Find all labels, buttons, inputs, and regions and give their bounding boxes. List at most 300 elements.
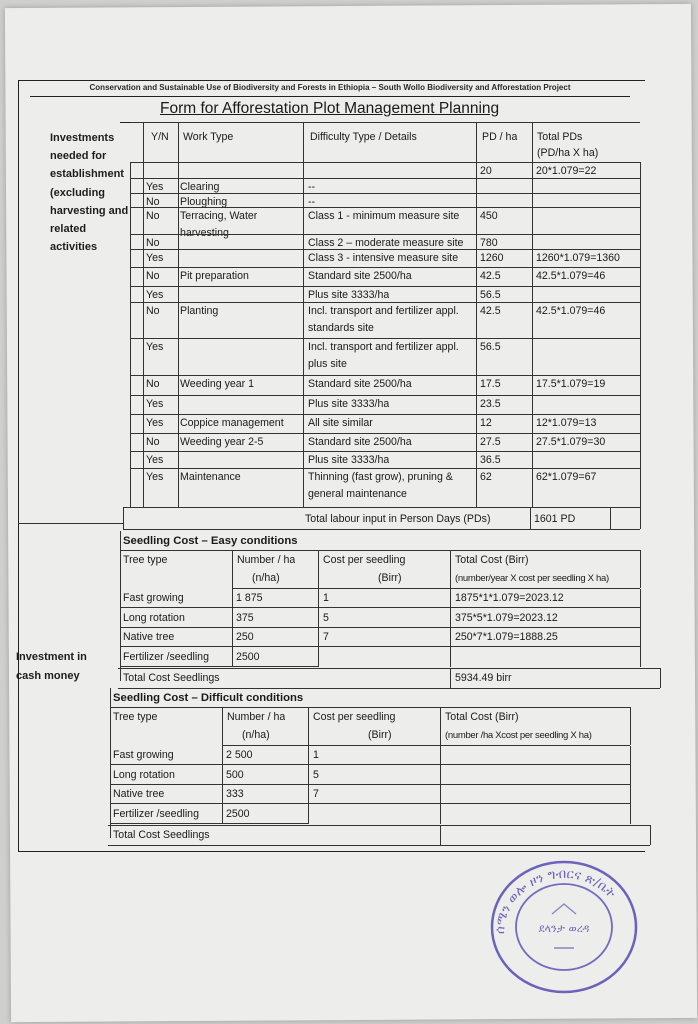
column-divider (143, 451, 144, 468)
column-divider (450, 609, 451, 629)
yn-cell: Yes (146, 341, 164, 353)
cash-money-label-line: Investment in (16, 651, 87, 663)
yn-cell: Yes (146, 181, 164, 193)
cost-header: (Birr) (368, 729, 392, 741)
tree-type-cell: Fast growing (113, 749, 174, 761)
column-divider (318, 628, 319, 648)
column-divider (532, 338, 533, 375)
column-divider (130, 302, 131, 338)
column-divider (303, 414, 304, 433)
column-divider (110, 688, 111, 838)
column-divider (130, 286, 131, 302)
column-divider (532, 395, 533, 414)
number-cell: 2500 (236, 650, 260, 663)
tree-type-cell: Native tree (113, 788, 165, 800)
pd-ha-cell: 42.5 (480, 270, 501, 282)
column-divider (143, 122, 144, 162)
yn-cell: Yes (146, 252, 164, 264)
column-divider (532, 468, 533, 507)
column-divider (143, 395, 144, 414)
cost-cell: 5 (313, 768, 319, 781)
difficulty-cell: standards site (308, 322, 374, 334)
yn-cell: Yes (146, 417, 164, 429)
column-divider (143, 468, 144, 507)
pd-ha-cell: 23.5 (480, 398, 501, 410)
column-divider (640, 648, 641, 668)
row-divider (130, 267, 640, 268)
column-divider (532, 414, 533, 433)
column-divider (440, 766, 441, 786)
total-pds-cell: 62*1.079=67 (536, 471, 597, 483)
column-divider (178, 338, 179, 375)
row-divider (110, 764, 630, 765)
column-divider (532, 207, 533, 234)
column-divider (143, 286, 144, 302)
pd-ha-cell: 36.5 (480, 454, 501, 466)
pd-ha-cell: 62 (480, 471, 492, 483)
column-divider (130, 451, 131, 468)
number-header: Number / ha (237, 554, 296, 566)
column-divider (640, 628, 641, 648)
work-type-cell: Terracing, Water (180, 210, 258, 222)
column-divider (530, 507, 531, 529)
row-divider (130, 249, 640, 250)
column-divider (303, 468, 304, 507)
work-type-header: Work Type (183, 131, 234, 143)
column-divider (532, 178, 533, 193)
yn-cell: Yes (146, 398, 164, 410)
pd-ha-cell: 56.5 (480, 289, 501, 301)
row-divider (110, 803, 630, 804)
column-divider (476, 207, 477, 234)
difficulty-cell: Incl. transport and fertilizer appl. (308, 305, 459, 317)
column-divider (130, 375, 131, 395)
difficulty-cell: general maintenance (308, 488, 407, 500)
row-divider (110, 707, 630, 708)
column-divider (178, 395, 179, 414)
row-divider (130, 193, 640, 194)
column-divider (303, 162, 304, 179)
column-divider (640, 451, 641, 468)
pd-ha-cell: 20 (480, 165, 492, 177)
column-divider (178, 234, 179, 249)
row-divider (130, 286, 640, 287)
number-cell: 2500 (226, 807, 250, 820)
yn-cell: No (146, 237, 160, 249)
total-cost-header: Total Cost (Birr) (455, 554, 529, 566)
total-pds-cell: 1260*1.079=1360 (536, 252, 620, 264)
column-divider (222, 766, 223, 786)
investments-label-line: needed for (50, 150, 107, 163)
column-divider (303, 375, 304, 395)
tree-type-cell: Fast growing (123, 592, 184, 604)
column-divider (178, 451, 179, 468)
tree-type-cell: Fertilizer /seedling (123, 650, 209, 663)
number-cell: 1 875 (236, 592, 263, 604)
investments-label-line: Investments (50, 132, 115, 144)
column-divider (476, 395, 477, 414)
column-divider (178, 375, 179, 395)
difficulty-header: Difficulty Type / Details (310, 131, 417, 143)
column-divider (303, 395, 304, 414)
row-divider (120, 627, 640, 628)
column-divider (308, 707, 309, 745)
cash-money-label-line: cash money (16, 670, 80, 682)
pd-ha-cell: 1260 (480, 252, 504, 264)
column-divider (640, 267, 641, 286)
row-divider (232, 588, 640, 589)
column-divider (130, 234, 131, 249)
yn-cell: No (146, 436, 160, 448)
cost-cell: 7 (323, 631, 329, 643)
pd-ha-cell: 450 (480, 210, 498, 222)
row-divider (120, 646, 640, 647)
column-divider (143, 234, 144, 249)
column-divider (143, 178, 144, 193)
row-divider (123, 507, 640, 508)
row-divider (123, 529, 640, 530)
column-divider (476, 162, 477, 179)
column-divider (640, 178, 641, 193)
tree-type-cell: Long rotation (123, 611, 185, 624)
row-divider (130, 122, 640, 123)
difficulty-cell: All site similar (308, 417, 373, 429)
column-divider (178, 178, 179, 193)
column-divider (532, 122, 533, 162)
column-divider (178, 162, 179, 179)
difficulty-cell: Class 2 – moderate measure site (308, 237, 464, 249)
column-divider (232, 550, 233, 588)
yn-cell: No (146, 305, 160, 317)
row-divider (110, 784, 630, 785)
row-divider (120, 550, 640, 551)
difficulty-cell: Thinning (fast grow), pruning & (308, 471, 453, 483)
total-cost-cell: 250*7*1.079=1888.25 (455, 631, 558, 643)
column-divider (143, 249, 144, 267)
column-divider (476, 267, 477, 286)
column-divider (303, 249, 304, 267)
column-divider (532, 249, 533, 267)
difficulty-cell: Plus site 3333/ha (308, 454, 390, 466)
pd-ha-cell: 27.5 (480, 436, 501, 448)
row-divider (130, 468, 640, 469)
column-divider (640, 162, 641, 179)
tree-type-header: Tree type (123, 554, 168, 566)
column-divider (630, 746, 631, 766)
column-divider (532, 193, 533, 207)
tree-type-cell: Native tree (123, 631, 175, 643)
column-divider (532, 286, 533, 302)
yn-cell: No (146, 210, 160, 222)
total-pds-cell: 42.5*1.079=46 (536, 270, 606, 282)
column-divider (660, 668, 661, 688)
column-divider (130, 178, 131, 193)
row-divider (108, 825, 650, 826)
column-divider (308, 805, 309, 825)
difficulty-cell: Standard site 2500/ha (308, 270, 412, 282)
row-divider (130, 302, 640, 303)
column-divider (640, 507, 641, 529)
total-cost-header: (number /ha Xcost per seedling X ha) (445, 730, 592, 741)
row-divider (130, 338, 640, 339)
column-divider (640, 609, 641, 629)
work-type-cell: harvesting (180, 227, 229, 239)
column-divider (450, 589, 451, 609)
column-divider (640, 589, 641, 609)
column-divider (232, 628, 233, 648)
column-divider (476, 302, 477, 338)
total-cost-cell: 1875*1*1.079=2023.12 (455, 592, 564, 604)
column-divider (178, 286, 179, 302)
total-pds-cell: 20*1.079=22 (536, 165, 597, 177)
column-divider (232, 648, 233, 668)
column-divider (640, 207, 641, 234)
column-divider (308, 785, 309, 805)
column-divider (178, 433, 179, 451)
column-divider (318, 589, 319, 609)
column-divider (640, 375, 641, 395)
total-cost-header: (number/year X cost per seedling X ha) (455, 573, 609, 584)
work-type-cell: Pit preparation (180, 270, 249, 282)
number-cell: 250 (236, 631, 254, 643)
row-divider (130, 375, 640, 376)
total-labour-value: 1601 PD (534, 513, 576, 525)
cost-cell: 1 (323, 592, 329, 604)
tree-type-cell: Long rotation (113, 768, 175, 781)
difficulty-cell: Standard site 2500/ha (308, 378, 412, 390)
difficulty-cell: Plus site 3333/ha (308, 398, 390, 410)
yn-cell: Yes (146, 289, 164, 301)
row-divider (130, 395, 640, 396)
yn-cell: Yes (146, 454, 164, 466)
investments-label-line: (excluding (50, 186, 106, 199)
column-divider (532, 162, 533, 179)
column-divider (640, 395, 641, 414)
column-divider (640, 468, 641, 507)
column-divider (130, 162, 131, 179)
work-type-cell: Maintenance (180, 471, 241, 483)
column-divider (303, 178, 304, 193)
row-divider (130, 433, 640, 434)
column-divider (318, 609, 319, 629)
column-divider (630, 785, 631, 805)
project-header: Conservation and Sustainable Use of Biodiversity and Forests in Ethiopia – South Wollo Biodiversity and Afforestation Project (30, 80, 630, 97)
column-divider (476, 193, 477, 207)
column-divider (232, 609, 233, 629)
column-divider (303, 207, 304, 234)
number-cell: 375 (236, 611, 254, 624)
column-divider (610, 507, 611, 529)
difficulty-cell: Class 1 - minimum measure site (308, 210, 460, 222)
column-divider (303, 267, 304, 286)
column-divider (143, 193, 144, 207)
column-divider (143, 302, 144, 338)
column-divider (532, 375, 533, 395)
row-divider (130, 178, 640, 179)
column-divider (143, 267, 144, 286)
column-divider (222, 746, 223, 766)
cost-header: Cost per seedling (313, 711, 396, 723)
column-divider (630, 805, 631, 825)
row-divider (130, 162, 640, 163)
column-divider (532, 433, 533, 451)
easy-total-value: 5934.49 birr (455, 672, 512, 684)
row-divider (120, 666, 318, 667)
difficult-total-label: Total Cost Seedlings (113, 829, 210, 841)
difficult-heading: Seedling Cost – Difficult conditions (113, 692, 304, 704)
row-divider (108, 845, 650, 846)
investments-label-line: establishment (50, 168, 124, 181)
total-pds-header: (PD/ha X ha) (537, 147, 599, 159)
column-divider (130, 338, 131, 375)
cost-header: (Birr) (378, 572, 402, 584)
column-divider (178, 207, 179, 234)
yn-header: Y/N (151, 131, 169, 143)
column-divider (303, 338, 304, 375)
investments-label-line: harvesting and (50, 204, 129, 217)
pd-ha-cell: 56.5 (480, 341, 501, 353)
column-divider (303, 302, 304, 338)
column-divider (640, 302, 641, 338)
column-divider (476, 375, 477, 395)
total-cost-cell: 375*5*1.079=2023.12 (455, 611, 558, 624)
column-divider (450, 648, 451, 668)
column-divider (143, 375, 144, 395)
column-divider (476, 433, 477, 451)
column-divider (532, 234, 533, 249)
work-type-cell: Planting (180, 305, 219, 317)
total-cost-header: Total Cost (Birr) (445, 711, 519, 723)
column-divider (178, 267, 179, 286)
column-divider (318, 550, 319, 588)
column-divider (308, 766, 309, 786)
column-divider (303, 286, 304, 302)
column-divider (640, 414, 641, 433)
column-divider (130, 267, 131, 286)
column-divider (143, 162, 144, 179)
column-divider (143, 414, 144, 433)
tree-type-cell: Fertilizer /seedling (113, 807, 199, 820)
column-divider (178, 302, 179, 338)
cost-cell: 7 (313, 788, 319, 800)
column-divider (232, 589, 233, 609)
column-divider (440, 707, 441, 745)
column-divider (130, 414, 131, 433)
column-divider (123, 507, 124, 529)
column-divider (318, 648, 319, 668)
number-header: (n/ha) (242, 729, 270, 741)
column-divider (130, 207, 131, 234)
total-pds-cell: 27.5*1.079=30 (536, 436, 606, 448)
work-type-cell: Weeding year 1 (180, 378, 255, 390)
column-divider (640, 550, 641, 588)
column-divider (303, 433, 304, 451)
column-divider (143, 433, 144, 451)
form-title: Form for Afforestation Plot Management Planning (160, 100, 500, 117)
work-type-cell: Weeding year 2-5 (180, 436, 264, 448)
column-divider (640, 433, 641, 451)
column-divider (130, 395, 131, 414)
number-cell: 500 (226, 768, 244, 781)
total-pds-cell: 12*1.079=13 (536, 417, 597, 429)
cost-header: Cost per seedling (323, 554, 406, 566)
tree-type-header: Tree type (113, 711, 158, 723)
column-divider (640, 193, 641, 207)
pd-ha-cell: 17.5 (480, 378, 501, 390)
column-divider (130, 468, 131, 507)
column-divider (178, 249, 179, 267)
difficulty-cell: Plus site 3333/ha (308, 289, 390, 301)
column-divider (630, 707, 631, 745)
column-divider (650, 825, 651, 845)
column-divider (532, 267, 533, 286)
total-pds-cell: 17.5*1.079=19 (536, 378, 606, 390)
column-divider (222, 805, 223, 825)
number-header: Number / ha (227, 711, 286, 723)
difficulty-cell: Incl. transport and fertilizer appl. (308, 341, 459, 353)
difficulty-cell: plus site (308, 358, 347, 370)
total-labour-label: Total labour input in Person Days (PDs) (305, 513, 491, 525)
column-divider (532, 302, 533, 338)
column-divider (222, 785, 223, 805)
pd-ha-cell: 780 (480, 237, 498, 249)
column-divider (476, 414, 477, 433)
column-divider (476, 122, 477, 162)
column-divider (440, 746, 441, 766)
column-divider (178, 468, 179, 507)
row-divider (110, 823, 308, 824)
column-divider (440, 825, 441, 845)
work-type-cell: Clearing (180, 181, 220, 193)
column-divider (476, 286, 477, 302)
yn-cell: No (146, 378, 160, 390)
investments-label-line: activities (50, 241, 98, 254)
stamp-text: ሰሜን ወሎ ዞን ግብርና ጽ/ቤት (492, 866, 619, 935)
column-divider (532, 451, 533, 468)
difficulty-cell: Class 3 - intensive measure site (308, 252, 459, 264)
row-divider (130, 414, 640, 415)
easy-total-label: Total Cost Seedlings (123, 672, 220, 684)
row-divider (120, 607, 640, 608)
column-divider (476, 451, 477, 468)
column-divider (130, 193, 131, 207)
column-divider (130, 249, 131, 267)
row-divider (130, 234, 640, 235)
column-divider (640, 234, 641, 249)
column-divider (640, 286, 641, 302)
official-stamp (486, 856, 642, 998)
column-divider (450, 668, 451, 688)
column-divider (476, 249, 477, 267)
work-type-cell: Coppice management (180, 417, 284, 429)
column-divider (440, 805, 441, 825)
row-divider (18, 523, 123, 524)
yn-cell: Yes (146, 471, 164, 483)
column-divider (303, 234, 304, 249)
column-divider (476, 468, 477, 507)
yn-cell: No (146, 270, 160, 282)
work-type-cell: Ploughing (180, 196, 228, 208)
pd-ha-header: PD / ha (482, 131, 518, 143)
column-divider (308, 746, 309, 766)
column-divider (640, 249, 641, 267)
column-divider (450, 628, 451, 648)
column-divider (476, 338, 477, 375)
number-cell: 333 (226, 788, 244, 800)
column-divider (143, 338, 144, 375)
investments-label-line: related (50, 223, 87, 235)
total-pds-cell: 42.5*1.079=46 (536, 305, 606, 317)
